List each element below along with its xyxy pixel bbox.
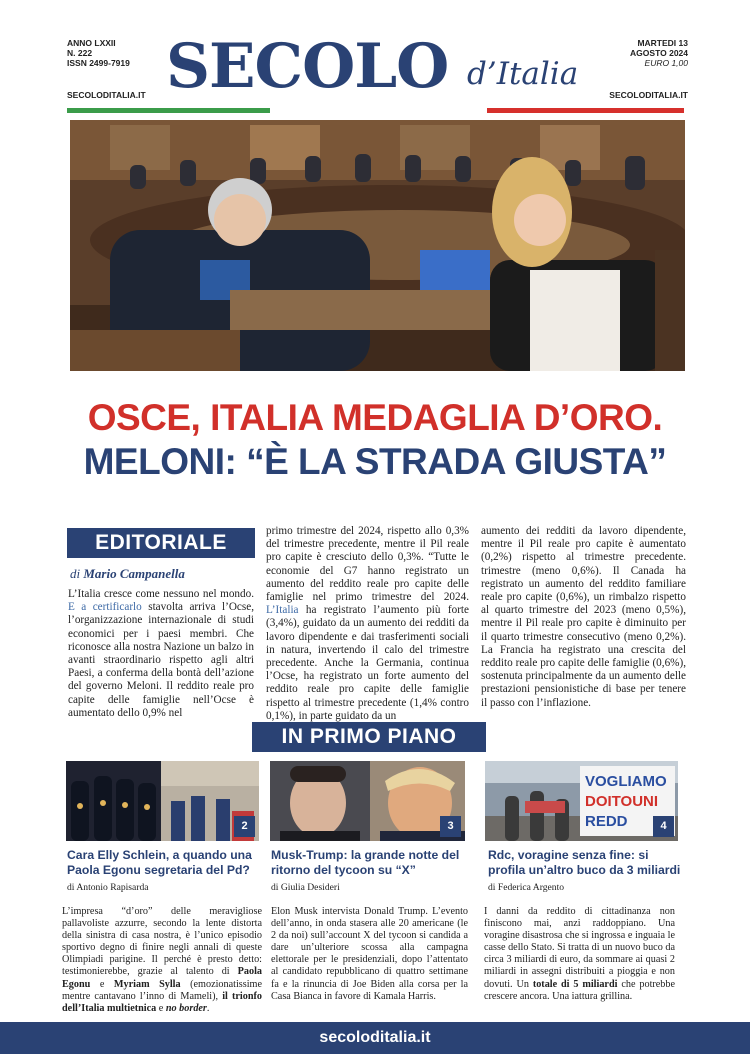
byline-prefix: di [271,882,279,893]
primo-piano-label: IN PRIMO PIANO [252,722,486,752]
meeting-room-illustration [70,120,685,371]
main-headline[interactable] [0,396,750,484]
article-3-byline [271,882,340,893]
article-2-and-2: e [158,1002,164,1014]
article-3-photo[interactable] [270,761,465,841]
footer-site-link[interactable]: secoloditalia.it [0,1022,750,1054]
musk-trump-illustration [270,761,465,841]
byline-prefix: di [70,566,81,581]
headline-line1: OSCE, ITALIA MEDAGLIA D’ORO. [87,397,663,438]
article-2-author: Antonio Rapisarda [76,882,149,893]
editorial-p1-b: stavolta arriva l’Ocse, l’organizzazione internazionale di studi economici per i paesi membri. Che riconosce alla nostra Nazione un balzo in avanti straordinario rispetto agli altri Paesi, a conferma della bontà dell’azione del governo Meloni. Il reddito reale pro capite delle famiglie nell’Ocse è aumentato dello 0,9% nel [68,601,254,719]
article-2-title[interactable]: Cara Elly Schlein, a quando una Paola Egonu segretaria del Pd? [67,848,252,877]
logo-subtitle: d’Italia [467,56,579,92]
article-4-author: Federica Argento [497,882,565,893]
article-3-body: Elon Musk intervista Donald Trump. L’evento dell’anno, in onda stasera alle 20 americane (le 2 da noi) sull’account X del tycoon si candida a dare un’ulteriore scossa alla campagna elettorale per le presidenziali, dopo l’attentato al candidato repubblicano di quattro settimane fa e la rinuncia di Joe Biden alla corsa per la Casa Bianca in favore di Kamala Harris. [271,906,468,1002]
article-4-bold-total: totale di 5 miliardi [532,978,618,990]
logo-title: SECOLO [166,31,449,102]
article-3-author: Giulia Desideri [280,882,340,893]
byline-prefix: di [67,882,75,893]
protest-sign-text-1: VOGLIAMO [585,773,667,790]
date-info [609,38,688,100]
article-3-title[interactable]: Musk-Trump: la grande notte del ritorno del tycoon su “X” [271,848,460,877]
headline-line2: MELONI: “È LA STRADA GIUSTA” [83,441,667,482]
site-link-left[interactable]: SECOLODITALIA.IT [67,90,146,100]
site-link-right[interactable]: SECOLODITALIA.IT [609,90,688,100]
editorial-p2-a: primo trimestre del 2024, rispetto allo 0,3% del trimestre precedente, mentre il Pil reale pro capite è cresciuto dello 0,3%. “Tutte le economie del G7 hanno registrato un aumento del reddito reale pro capite delle famiglie nel primo trimestre del 2024. [266,525,469,604]
masthead [0,0,750,118]
article-4-title[interactable]: Rdc, voragine senza fine: si profila un’altro buco da 3 miliardi [488,848,681,877]
date-day: MARTEDI 13 [637,38,688,48]
article-4-body-b: che potrebbe crescere ancora. Una iattura grillina. [484,978,676,1002]
issue-info [67,38,146,100]
protest-sign-text-3: REDD [585,813,628,830]
article-2-end: . [206,1002,210,1014]
date-month-year: AGOSTO 2024 [630,48,688,58]
editorial-column-2 [266,525,469,723]
editorial-p2-b: ha registrato l’aumento più forte (3,4%), guidato da un aumento dei redditi da lavoro dipendente e dai trasferimenti sociali in natura, invertendo il calo del trimestre precedente. Anche la Germania, continua l’Ocse, ha registrato un forte aumento del reddito reale pro capite delle famiglie rispetto al trimestre precedente (1,4% contro 0,1%), in parte guidato da un [266,604,470,722]
byline-prefix: di [488,882,496,893]
article-4-photo[interactable] [485,761,678,841]
editorial-byline [70,566,185,582]
protest-sign-text-2: DOITOUNI [585,793,659,810]
article-2-bold-egonu: Paola Egonu [62,966,262,990]
main-photo[interactable] [70,120,685,371]
flag-red-bar [487,108,684,113]
editorial-label: EDITORIALE [67,528,255,558]
article-3-number: 3 [440,816,461,837]
article-4-byline [488,882,564,893]
article-2-and: e [99,978,105,990]
article-2-byline [67,882,149,893]
article-2-body [62,906,262,1015]
editorial-link-italia[interactable]: L’Italia [266,604,299,617]
issue-number: N. 222 [67,48,93,58]
protest-illustration [485,761,678,841]
editorial-column-1 [68,588,254,720]
flag-green-bar [67,108,270,113]
article-4-body-a: I danni da reddito di cittadinanza non finiscono mai, anzi raddoppiano. Una voragine disastrosa che si ingrossa e inguaia le casse dello Stato. Si tratta di un nuovo buco da circa 3 miliardi di euro, da sommare ai quasi 2 miliardi in assegni distribuiti a pioggia e non dovuti. Un [484,906,675,990]
volleyball-team-illustration [66,761,259,841]
issue-year: ANNO LXXII [67,38,116,48]
article-2-body-a: L’impresa “d’oro” delle meravigliose pallavoliste azzurre, secondo la lente distorta della sinistra di casa nostra, è l’unico episodio sportivo degno di finire negli annali di queste Olimpiadi parigine. Il perché è presto detto: testimonierebbe, grazie al talento di [62,906,262,978]
article-2-number: 2 [234,816,255,837]
article-2-photo[interactable] [66,761,259,841]
editorial-column-3: aumento dei redditi da lavoro dipendente, mentre il Pil reale pro capite è aumentato (0,2%) rispetto al trimestre precedente. trimestre (meno 0,6%). Il Canada ha registrato un aumento del reddito familiare reale pro capite (0,6%), un rimbalzo rispetto al quarto trimestre del 2023 (meno 0,5%), mentre il Pil reale pro capite è diminuito per il quarto trimestre consecutivo (meno 0,2%). La Francia ha registrato una crescita del reddito reale pro capite delle famiglie (0,6%), sostenuta principalmente da un aumento delle prestazioni pensionistiche di base per tenere il passo con l’inflazione. [481,525,686,709]
editorial-link-certificarlo[interactable]: E a certificarlo [68,601,142,614]
editorial-p1-a: L’Italia cresce come nessuno nel mondo. [68,588,254,600]
article-2-bold-sylla: Myriam Sylla [113,978,181,990]
issn: ISSN 2499-7919 [67,58,130,68]
article-4-number: 4 [653,816,674,837]
article-2-body-b: (emozionatissime mentre cantavano l’inno di Mameli), [62,978,263,1002]
editorial-author: Mario Campanella [83,566,185,581]
article-4-body [484,906,675,1003]
article-2-bold-no-border: no border [165,1002,207,1014]
article-2-bold-trionfo: il trionfo dell’Italia multietnica [62,990,263,1014]
price: EURO 1,00 [644,58,688,68]
